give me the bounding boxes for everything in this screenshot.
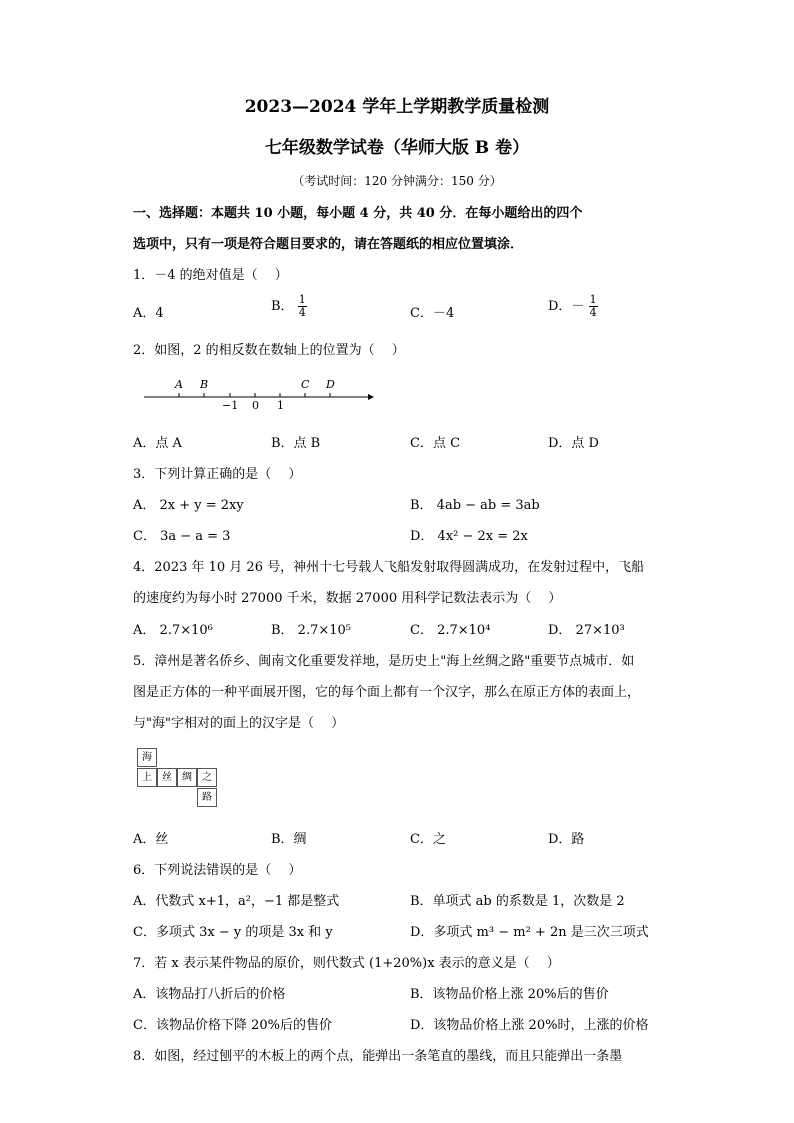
number-line-arrow [368,394,374,400]
q7-option-b: B．该物品价格上涨 20%后的售价 [410,987,609,1002]
net-cell-si: 丝 [157,768,177,787]
net-cell-shang: 上 [137,768,157,787]
q3-stem: 3．下列计算正确的是（ ） [133,467,302,482]
page-subtitle: 七年级数学试卷（华师大版 B 卷） [264,138,530,158]
q5-line-1: 5．漳州是著名侨乡、闽南文化重要发祥地，是历史上"海上丝绸之路"重要节点城市．如 [133,654,635,669]
q1-option-d-prefix: D．－ [548,299,585,314]
q8-line-1: 8．如图，经过刨平的木板上的两个点，能弹出一条笔直的墨线，而且只能弹出一条墨 [133,1049,623,1064]
q7-option-c: C．该物品价格下降 20%后的售价 [133,1018,332,1033]
q4-option-d: D． 27×10³ [548,623,625,638]
net-cell-zhi: 之 [197,768,217,787]
q3-option-c: C． 3a − a = 3 [133,529,231,544]
q5-option-d: D．路 [548,832,585,847]
tick-label-1: 1 [277,399,284,412]
q7-option-a: A．该物品打八折后的价格 [133,987,286,1002]
number-line-figure [142,376,377,414]
point-a-label: A [175,378,183,391]
q6-option-a: A．代数式 x+1，a²，−1 都是整式 [133,894,340,909]
fraction-numerator: 1 [298,293,306,306]
q1-stem: 1．－4 的绝对值是（ ） [133,268,288,283]
q5-option-b: B．绸 [271,832,307,847]
q5-option-a: A．丝 [133,832,169,847]
tick-label-minus1: −1 [222,399,239,412]
q4-option-b: B． 2.7×10⁵ [271,623,352,638]
q2-option-a: A．点 A [133,436,182,451]
q1-option-b [271,294,307,319]
q2-option-b: B．点 B [271,436,321,451]
q4-option-c: C． 2.7×10⁴ [410,623,491,638]
net-cell-hai: 海 [137,748,157,767]
net-cell-lu: 路 [197,788,217,807]
page-title: 2023—2024 学年上学期教学质量检测 [244,97,550,117]
q1-option-c: C．－4 [410,306,455,321]
cube-net-figure [137,748,219,808]
q3-option-b: B． 4ab − ab = 3ab [410,498,540,513]
point-c-label: C [301,378,310,391]
q3-option-a: A． 2x + y = 2xy [133,498,244,513]
point-d-label: D [326,378,335,391]
q7-option-d: D．该物品价格上涨 20%时，上涨的价格 [410,1018,649,1033]
point-b-label: B [200,378,209,391]
fraction-numerator: 1 [589,293,597,306]
q3-option-d: D． 4x² − 2x = 2x [410,529,528,544]
q4-line-2: 的速度约为每小时 27000 千米，数据 27000 用科学记数法表示为（ ） [133,591,562,606]
exam-info: （考试时间：120 分钟满分：150 分） [292,174,502,188]
q6-option-b: B．单项式 ab 的系数是 1，次数是 2 [410,894,625,909]
fraction-denominator: 4 [589,306,597,319]
q2-stem: 2．如图，2 的相反数在数轴上的位置为（ ） [133,343,405,358]
q6-stem: 6．下列说法错误的是（ ） [133,863,302,878]
q6-option-d: D．多项式 m³ − m² + 2n 是三次三项式 [410,925,649,940]
q4-option-a: A． 2.7×10⁶ [133,623,213,638]
q2-option-d: D．点 D [548,436,599,451]
q7-stem: 7．若 x 表示某件物品的原价，则代数式 (1+20%)x 表示的意义是（ ） [133,956,560,971]
section-instruction-1: 一、选择题：本题共 10 小题，每小题 4 分，共 40 分．在每小题给出的四个 [133,206,583,221]
q6-option-c: C．多项式 3x − y 的项是 3x 和 y [133,925,333,940]
tick-label-0: 0 [252,399,259,412]
section-instruction-2: 选项中，只有一项是符合题目要求的，请在答题纸的相应位置填涂． [133,237,524,252]
q1-option-b-prefix: B． [271,299,294,314]
q5-line-3: 与"海"字相对的面上的汉字是（ ） [133,716,345,731]
q1-option-b-fraction [298,294,307,319]
q2-option-c: C．点 C [410,436,461,451]
q4-line-1: 4．2023 年 10 月 26 号，神州十七号载人飞船发射取得圆满成功，在发射过程中，飞船 [133,560,645,575]
q1-option-d [548,294,598,319]
q1-option-d-fraction [589,294,598,319]
net-cell-chou: 绸 [177,768,197,787]
q5-line-2: 图是正方体的一种平面展开图，它的每个面上都有一个汉字，那么在原正方体的表面上， [133,685,641,700]
q1-option-a: A．4 [133,306,164,321]
q5-option-c: C．之 [410,832,446,847]
fraction-denominator: 4 [298,306,306,319]
